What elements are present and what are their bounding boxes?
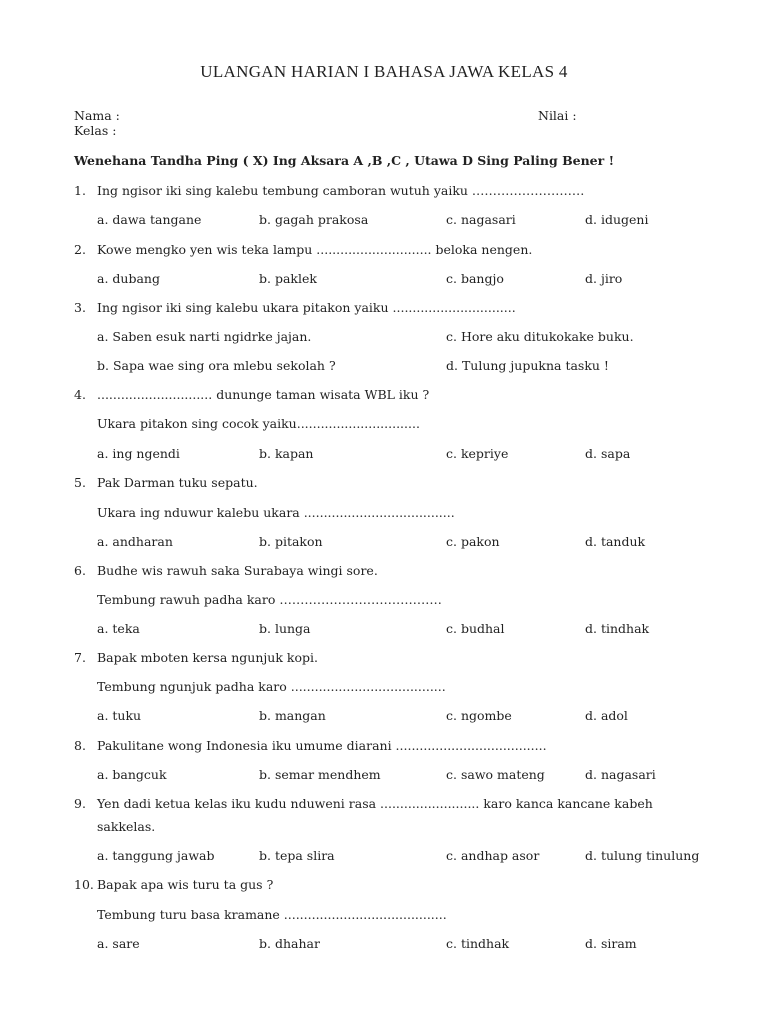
question-number: 8. bbox=[74, 738, 86, 753]
kelas-label: Kelas : bbox=[74, 123, 117, 138]
question-number: 10. bbox=[74, 877, 94, 892]
question-text: Bapak mboten kersa ngunjuk kopi. bbox=[97, 650, 318, 665]
option-a: a. Saben esuk narti ngidrke jajan. bbox=[97, 329, 312, 344]
option-d: d. siram bbox=[585, 936, 637, 951]
question-subtext: Tembung rawuh padha karo ………………………………… bbox=[97, 592, 442, 607]
option-d: d. nagasari bbox=[585, 767, 656, 782]
question-text: Bapak apa wis turu ta gus ? bbox=[97, 877, 274, 892]
option-b: b. Sapa wae sing ora mlebu sekolah ? bbox=[97, 358, 336, 373]
option-d: d. tindhak bbox=[585, 621, 650, 636]
option-b: b. tepa slira bbox=[259, 848, 335, 863]
question-text: Pakulitane wong Indonesia iku umume diarani ...................................... bbox=[97, 738, 547, 753]
question-subtext: Tembung ngunjuk padha karo ....................................... bbox=[97, 679, 446, 694]
option-b: b. paklek bbox=[259, 271, 317, 286]
option-d: d. sapa bbox=[585, 446, 631, 461]
option-a: a. dawa tangane bbox=[97, 212, 202, 227]
option-b: b. gagah prakosa bbox=[259, 212, 369, 227]
option-a: a. teka bbox=[97, 621, 140, 636]
question-text: Pak Darman tuku sepatu. bbox=[97, 475, 258, 490]
exam-title: ULANGAN HARIAN I BAHASA JAWA KELAS 4 bbox=[200, 62, 568, 81]
question-text-continued: sakkelas. bbox=[97, 819, 156, 834]
option-b: b. pitakon bbox=[259, 534, 323, 549]
question-text: Ing ngisor iki sing kalebu ukara pitakon yaiku ............................... bbox=[97, 300, 516, 315]
option-b: b. dhahar bbox=[259, 936, 320, 951]
option-c: c. nagasari bbox=[446, 212, 516, 227]
question-text: Budhe wis rawuh saka Surabaya wingi sore. bbox=[97, 563, 378, 578]
option-a: a. andharan bbox=[97, 534, 173, 549]
option-d: d. jiro bbox=[585, 271, 623, 286]
option-c: c. budhal bbox=[446, 621, 505, 636]
option-a: a. sare bbox=[97, 936, 140, 951]
question-subtext: Tembung turu basa kramane ......................................... bbox=[97, 907, 447, 922]
nama-label: Nama : bbox=[74, 108, 120, 123]
instruction-text: Wenehana Tandha Ping ( X) Ing Aksara A ,B ,C , Utawa D Sing Paling Bener ! bbox=[74, 153, 615, 168]
option-d: d. idugeni bbox=[585, 212, 649, 227]
option-d: d. tulung tinulung bbox=[585, 848, 700, 863]
option-c: c. pakon bbox=[446, 534, 500, 549]
question-number: 1. bbox=[74, 183, 86, 198]
question-text: ............................. dununge taman wisata WBL iku ? bbox=[97, 387, 430, 402]
option-d: d. Tulung jupukna tasku ! bbox=[446, 358, 609, 373]
option-b: b. semar mendhem bbox=[259, 767, 381, 782]
option-c: c. Hore aku ditukokake buku. bbox=[446, 329, 634, 344]
option-c: c. ngombe bbox=[446, 708, 512, 723]
question-number: 3. bbox=[74, 300, 86, 315]
question-number: 7. bbox=[74, 650, 86, 665]
option-c: c. bangjo bbox=[446, 271, 504, 286]
option-a: a. bangcuk bbox=[97, 767, 167, 782]
option-d: d. adol bbox=[585, 708, 628, 723]
question-subtext: Ukara pitakon sing cocok yaiku............................... bbox=[97, 416, 420, 431]
question-number: 9. bbox=[74, 796, 86, 811]
question-text: Kowe mengko yen wis teka lampu ............................. beloka nengen. bbox=[97, 242, 533, 257]
option-c: c. kepriye bbox=[446, 446, 509, 461]
option-b: b. mangan bbox=[259, 708, 326, 723]
question-text: Yen dadi ketua kelas iku kudu nduweni rasa ......................... karo kanca kancane kabeh bbox=[97, 796, 653, 811]
option-c: c. andhap asor bbox=[446, 848, 540, 863]
option-d: d. tanduk bbox=[585, 534, 646, 549]
option-c: c. sawo mateng bbox=[446, 767, 545, 782]
option-a: a. ing ngendi bbox=[97, 446, 180, 461]
question-text: Ing ngisor iki sing kalebu tembung camboran wutuh yaiku ……………………… bbox=[97, 183, 585, 198]
option-b: b. kapan bbox=[259, 446, 314, 461]
question-number: 5. bbox=[74, 475, 86, 490]
question-number: 2. bbox=[74, 242, 86, 257]
option-a: a. dubang bbox=[97, 271, 160, 286]
nilai-label: Nilai : bbox=[538, 108, 577, 123]
question-subtext: Ukara ing nduwur kalebu ukara ...................................... bbox=[97, 505, 455, 520]
option-b: b. lunga bbox=[259, 621, 311, 636]
question-number: 6. bbox=[74, 563, 86, 578]
question-number: 4. bbox=[74, 387, 86, 402]
option-a: a. tanggung jawab bbox=[97, 848, 215, 863]
option-a: a. tuku bbox=[97, 708, 142, 723]
option-c: c. tindhak bbox=[446, 936, 510, 951]
